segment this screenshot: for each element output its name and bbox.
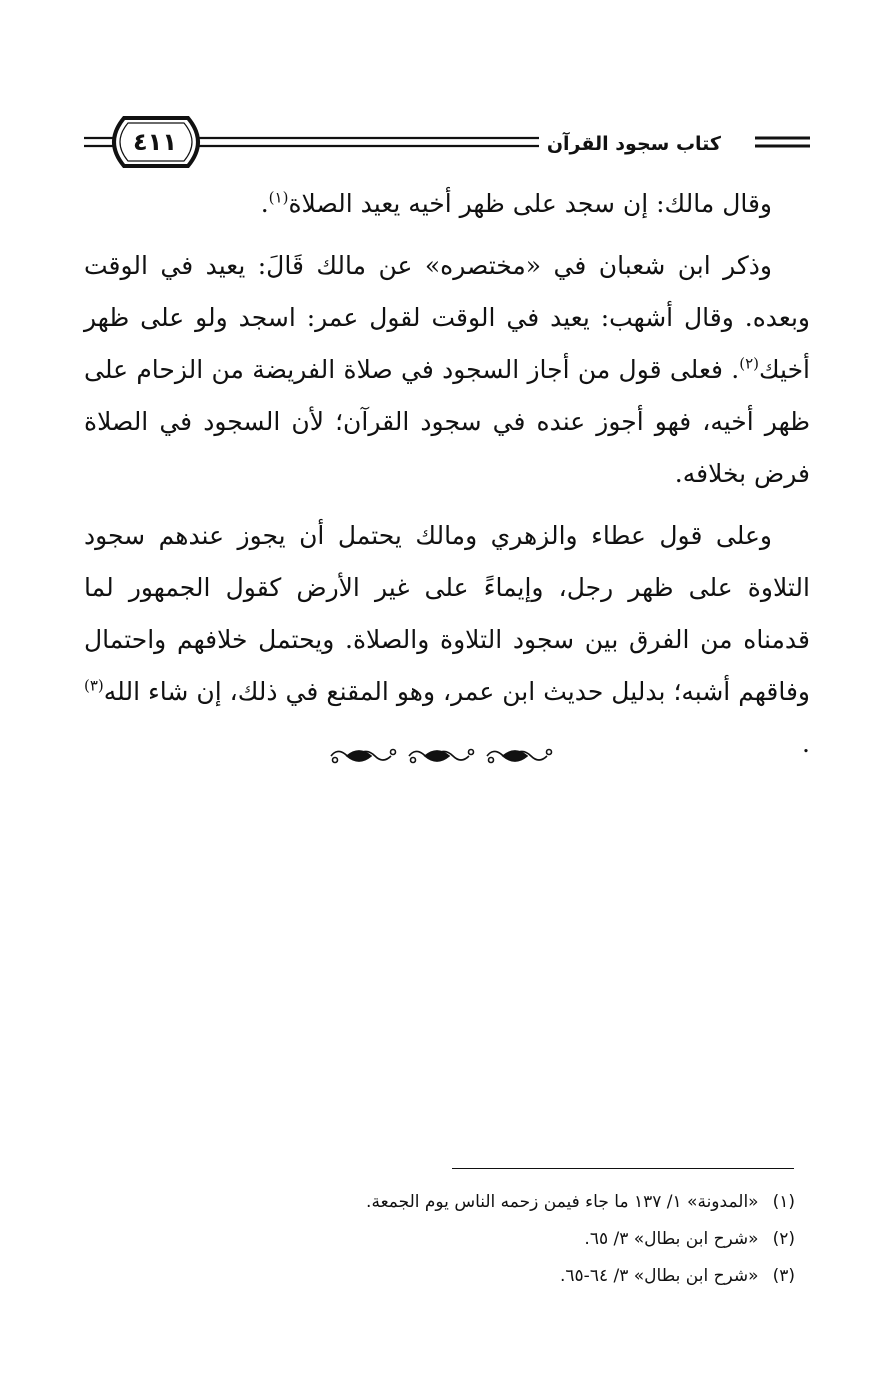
paragraph-2: وذكر ابن شعبان في «مختصره» عن مالك قَالَ: يعيد في الوقت وبعده. وقال أشهب: يعيد في الوقت لقول عمر: اسجد ولو على ظهر أخيك$^{(٢)}$. فعلى قول من أجاز السجود في صلاة الفريضة من الزحام على ظهر أخيه، فهو أجوز عنده في سجود القرآن؛ لأن السجود في الصلاة فرض بخلافه. bbox=[84, 251, 810, 488]
footnotes bbox=[195, 1184, 795, 1295]
footnote-separator bbox=[452, 1168, 794, 1169]
page-number: ٤١١ bbox=[133, 128, 177, 156]
footnote-text: «شرح ابن بطال» ٣/ ٦٥. bbox=[584, 1229, 759, 1249]
body-text bbox=[84, 178, 810, 780]
section-end-ornament bbox=[327, 742, 553, 770]
footnote-2 bbox=[195, 1221, 795, 1258]
running-title: كتاب سجود القرآن bbox=[539, 128, 729, 160]
footnote-ref-3[interactable]: (٣) bbox=[84, 676, 104, 695]
footnote-number: (٢) bbox=[772, 1229, 795, 1249]
footnote-1 bbox=[195, 1184, 795, 1221]
footnote-number: (٣) bbox=[772, 1266, 795, 1286]
footnote-number: (١) bbox=[772, 1192, 795, 1212]
paragraph-3: وعلى قول عطاء والزهري ومالك يحتمل أن يجوز عندهم سجود التلاوة على ظهر رجل، وإيماءً على غير الأرض كقول الجمهور لما قدمناه من الفرق بين سجود التلاوة والصلاة. ويحتمل خلافهم واحتمال وفاقهم أشبه؛ بدليل حديث ابن عمر، وهو المقنع في ذلك، إن شاء الله$^{(٣)}$ . bbox=[84, 521, 810, 758]
footnote-3 bbox=[195, 1258, 795, 1295]
page-header bbox=[0, 100, 879, 190]
paragraph-1: وقال مالك: إن سجد على ظهر أخيه يعيد الصلاة$^{(١)}$. bbox=[260, 188, 772, 218]
footnote-ref-2[interactable]: (٢) bbox=[739, 354, 759, 373]
footnote-ref-1[interactable]: (١) bbox=[268, 188, 289, 207]
footnote-text: «شرح ابن بطال» ٣/ ٦٤-٦٥. bbox=[560, 1266, 759, 1286]
footnote-text: «المدونة» ١/ ١٣٧ ما جاء فيمن زحمه الناس يوم الجمعة. bbox=[366, 1192, 759, 1212]
